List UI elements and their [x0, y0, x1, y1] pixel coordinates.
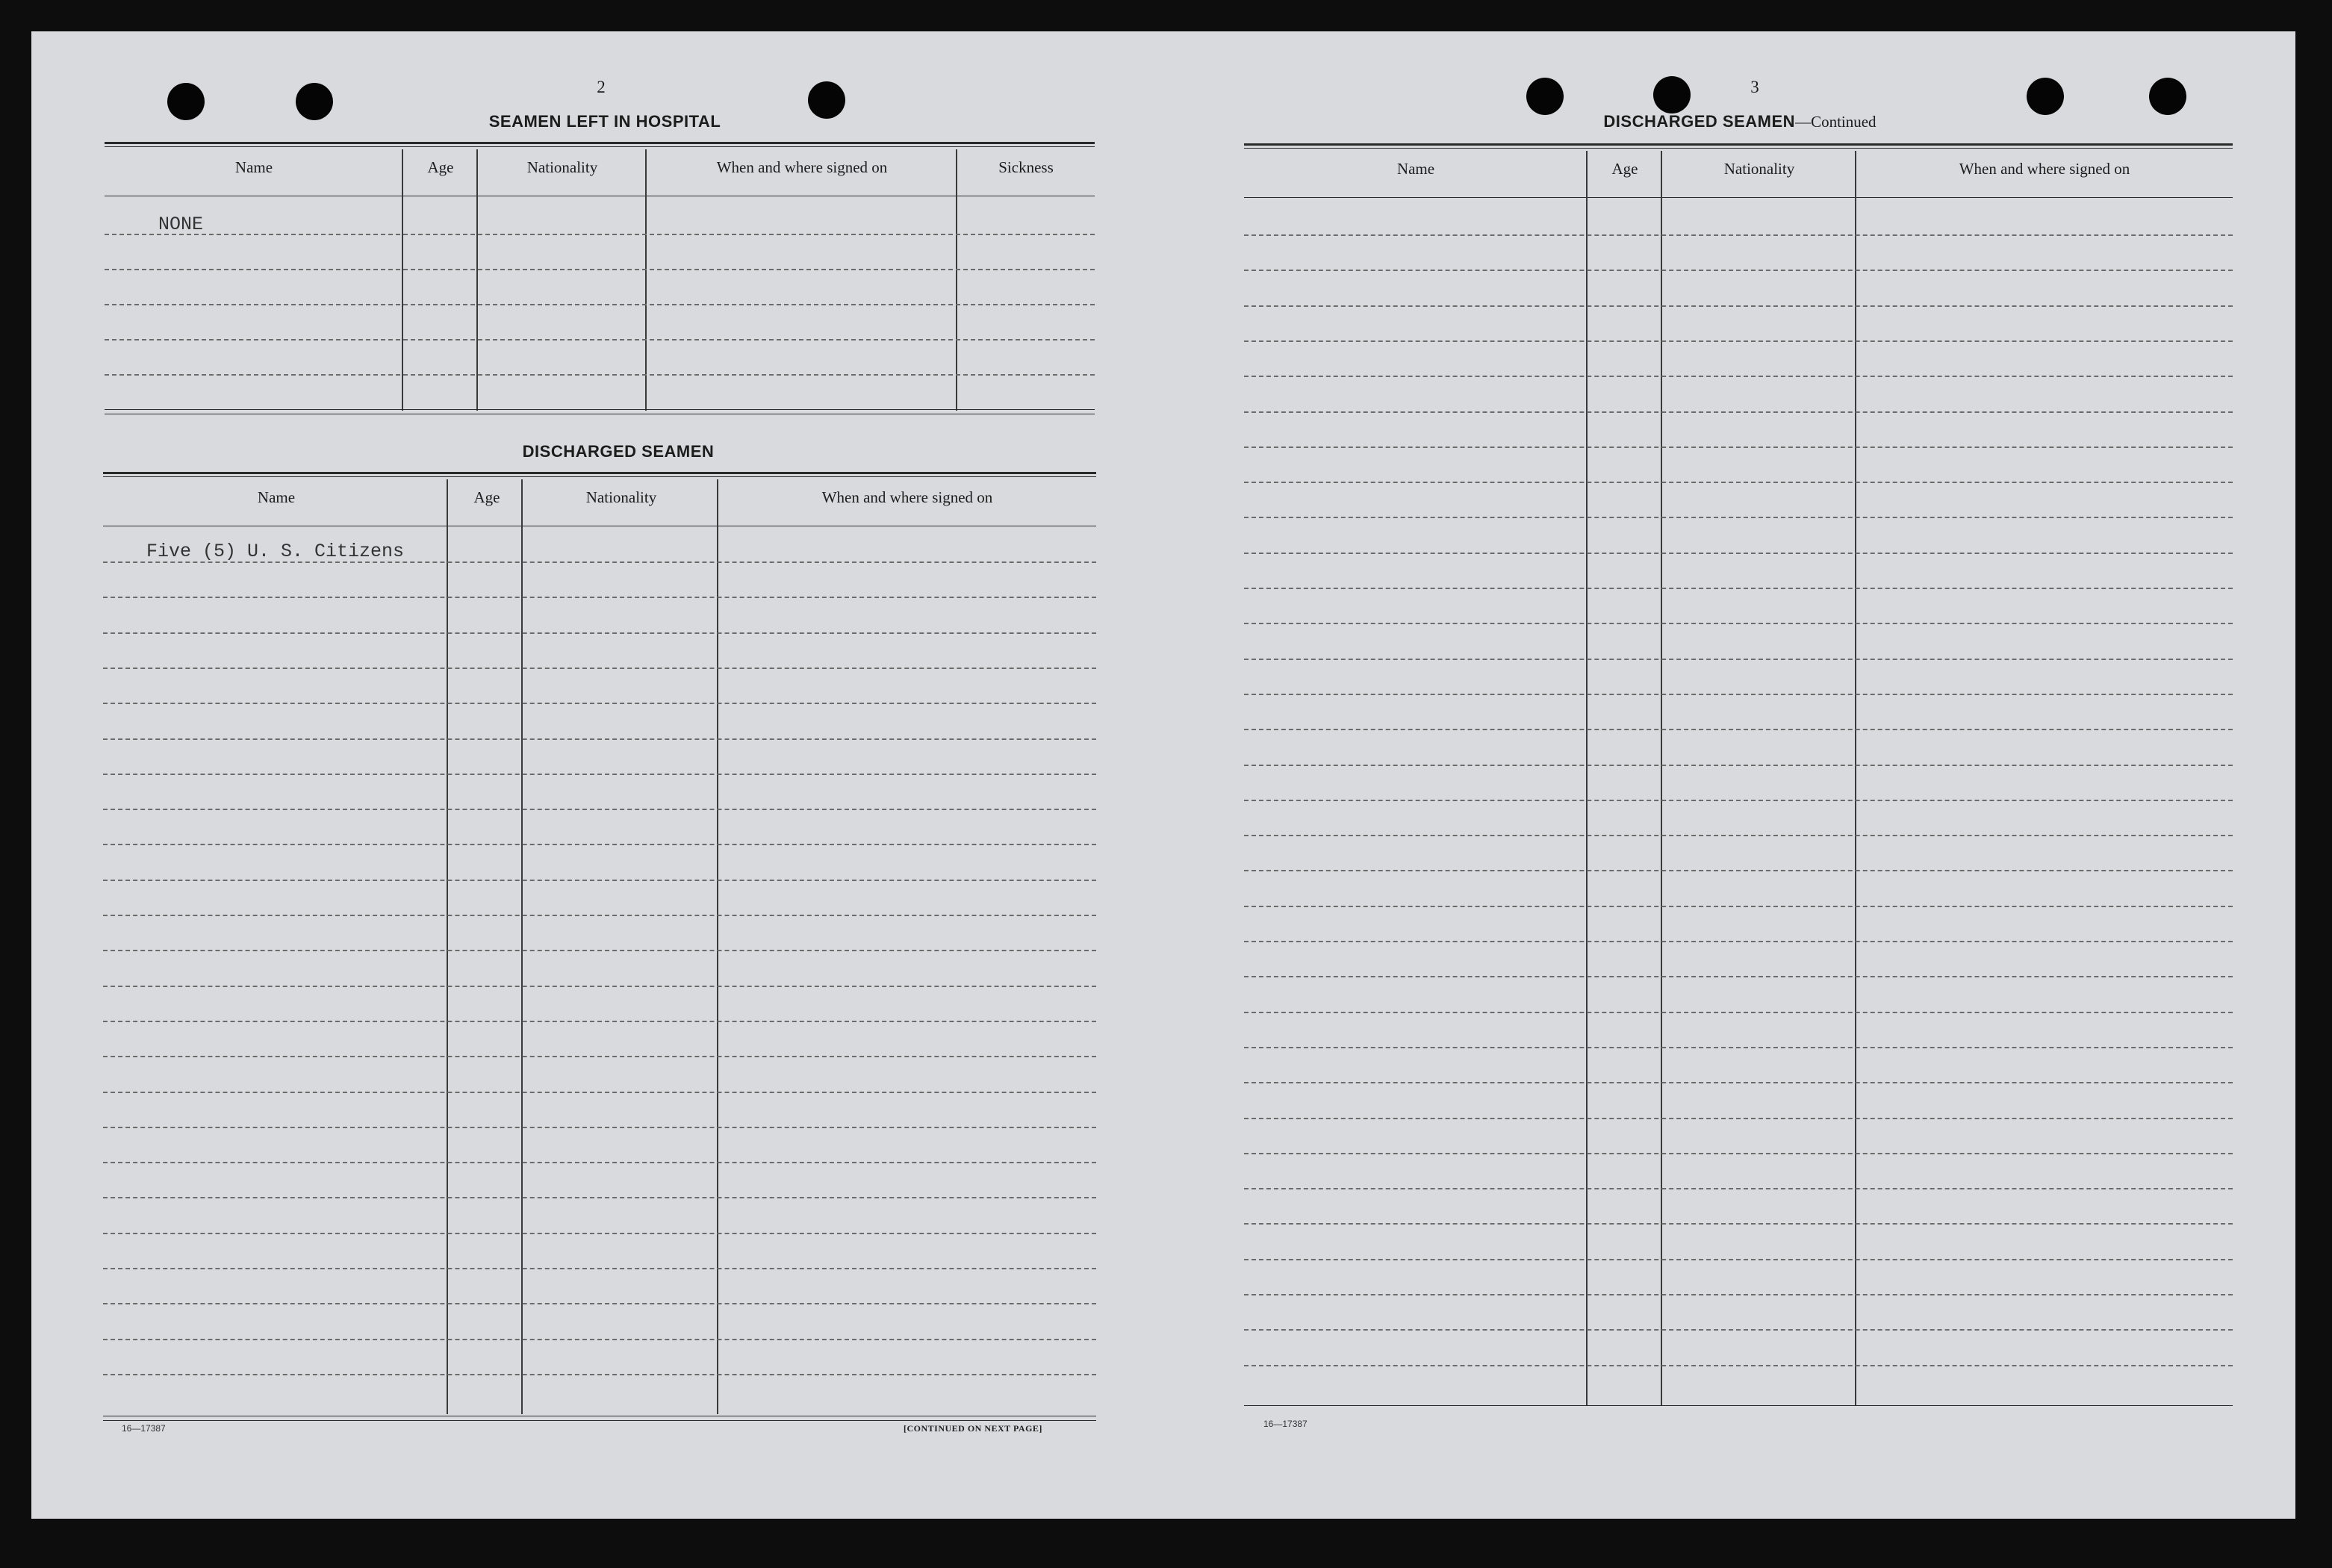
ruled-line — [103, 1127, 1096, 1128]
ruled-line — [1244, 447, 2233, 448]
discharged-continued-table — [1244, 143, 2233, 1411]
continued-note: [CONTINUED ON NEXT PAGE] — [904, 1423, 1042, 1434]
form-number: 16—17387 — [122, 1423, 166, 1434]
ruled-line — [1244, 659, 2233, 660]
ruled-line — [1244, 765, 2233, 766]
hospital-entry-name: NONE — [158, 214, 204, 235]
punch-hole — [1653, 76, 1691, 113]
punch-hole — [167, 83, 205, 120]
col-header-name: Name — [1396, 160, 1435, 178]
ruled-line — [1244, 870, 2233, 871]
ruled-line — [103, 844, 1096, 845]
hospital-table — [105, 142, 1095, 421]
col-header-name: Name — [234, 158, 273, 176]
discharged-continued-title — [1553, 112, 1927, 131]
col-header-age: Age — [473, 488, 500, 506]
ruled-line — [103, 597, 1096, 598]
col-header-nationality: Nationality — [526, 158, 598, 176]
ruled-line — [1244, 729, 2233, 730]
ruled-line — [1244, 517, 2233, 518]
punch-hole — [296, 83, 333, 120]
col-header-signed-on: When and where signed on — [716, 158, 888, 176]
ruled-line — [103, 703, 1096, 704]
punch-hole — [808, 81, 845, 119]
ruled-line — [1244, 1329, 2233, 1331]
ruled-line — [103, 632, 1096, 634]
ruled-line — [1244, 906, 2233, 907]
discharged-section-title: DISCHARGED SEAMEN — [522, 442, 715, 461]
hospital-section-title: SEAMEN LEFT IN HOSPITAL — [488, 112, 721, 131]
col-header-name: Name — [257, 488, 296, 506]
ruled-line — [103, 561, 1096, 563]
ruled-line — [1244, 800, 2233, 801]
ruled-line — [103, 880, 1096, 881]
discharged-continued-header — [1244, 151, 2233, 178]
col-header-age: Age — [1611, 160, 1638, 178]
col-header-age: Age — [427, 158, 454, 176]
ruled-line — [103, 1092, 1096, 1093]
col-header-nationality: Nationality — [1723, 160, 1795, 178]
ruled-line — [1244, 835, 2233, 836]
ruled-line — [1244, 1082, 2233, 1083]
ruled-line — [1244, 588, 2233, 589]
ruled-line — [103, 1374, 1096, 1375]
ruled-line — [103, 1339, 1096, 1340]
ruled-line — [1244, 1188, 2233, 1189]
ruled-line — [1244, 376, 2233, 377]
ruled-line — [1244, 1294, 2233, 1295]
ruled-line — [103, 1303, 1096, 1304]
title-continued: —Continued — [1795, 113, 1877, 131]
ruled-line — [103, 1162, 1096, 1163]
col-header-signed-on: When and where signed on — [821, 488, 993, 506]
discharged-table-header — [103, 479, 1096, 507]
ruled-line — [1244, 305, 2233, 307]
ruled-line — [1244, 1012, 2233, 1013]
ruled-line — [1244, 411, 2233, 413]
ruled-line — [1244, 1153, 2233, 1154]
page-number: 2 — [597, 78, 606, 96]
ruled-line — [103, 1056, 1096, 1057]
ruled-line — [1244, 234, 2233, 236]
col-header-signed-on: When and where signed on — [1959, 160, 2130, 178]
ruled-line — [1244, 553, 2233, 554]
ruled-line — [103, 950, 1096, 951]
ruled-line — [1244, 623, 2233, 624]
hospital-table-header — [105, 149, 1095, 177]
ruled-line — [1244, 941, 2233, 942]
discharged-entry-name: Five (5) U. S. Citizens — [146, 541, 405, 562]
punch-hole — [2149, 78, 2186, 115]
ruled-line — [1244, 482, 2233, 483]
col-header-sickness: Sickness — [998, 158, 1054, 176]
col-header-nationality: Nationality — [585, 488, 657, 506]
ruled-line — [1244, 1365, 2233, 1366]
ruled-line — [103, 915, 1096, 916]
ruled-line — [1244, 694, 2233, 695]
ruled-line — [1244, 340, 2233, 342]
page-number: 3 — [1750, 78, 1759, 96]
ruled-line — [103, 774, 1096, 775]
discharged-table — [103, 472, 1096, 1423]
ruled-line — [103, 1233, 1096, 1234]
ruled-line — [1244, 1047, 2233, 1048]
ruled-line — [103, 738, 1096, 740]
ruled-line — [103, 1268, 1096, 1269]
ruled-line — [1244, 270, 2233, 271]
form-number: 16—17387 — [1263, 1419, 1308, 1429]
ruled-line — [103, 809, 1096, 810]
ruled-line — [1244, 1118, 2233, 1119]
punch-hole — [2027, 78, 2064, 115]
ruled-line — [103, 1021, 1096, 1022]
ruled-line — [103, 986, 1096, 987]
ruled-line — [103, 668, 1096, 669]
ruled-line — [1244, 1223, 2233, 1225]
ruled-line — [103, 1197, 1096, 1198]
ruled-line — [1244, 1259, 2233, 1260]
punch-hole — [1526, 78, 1564, 115]
ruled-line — [1244, 976, 2233, 977]
title-main: DISCHARGED SEAMEN — [1603, 112, 1796, 131]
